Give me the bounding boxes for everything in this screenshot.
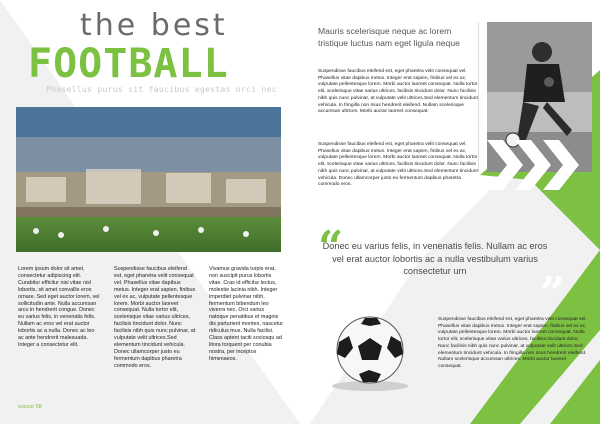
title-football: FOOTBALL bbox=[28, 41, 229, 87]
pull-quote: Donec eu varius felis, in venenatis felis. Nullam ac eros vel erat auctor lobortis ac a nulla vestibulum varius consectetur urn bbox=[322, 241, 548, 276]
open-quote-mark: “ bbox=[318, 222, 344, 273]
stadium-photo bbox=[16, 107, 281, 252]
body-paragraph-2: Suspendisse faucibus eleifend est, eget pharetra velit consequat vel. Phasellus vitae dapibus metus. Integer erat sapien, finibus vel ex ac, vulputate pellentesque lorem. Morbi auctor laoreet consequat. Nulla tortor elit, scelerisque vitae varius ultrices, facilisis tincidunt dolor. Nunc facilisis nibh quis nunc pulvinar, at vulputate velit ultrices.Sed elementum tincidunt vehicula. Donec ullamcorper justo eu fermentum dapibus pharetra commodo eros. bbox=[318, 142, 478, 188]
lead-paragraph: Mauris scelerisque neque ac lorem tristique luctus nam eget ligula neque bbox=[318, 26, 460, 48]
close-quote-mark: ” bbox=[540, 268, 566, 319]
text-column-3: Vivamus gravida turpis erat, non suscipit purus lobortis vitae. Cras id efficitur lectus, molestie lacinia nibh. Integer imperdiet pulvinar nibh, fermentum bibendum leo viverra nec. Orci varius natoque penatibus et magnis dis parturient montes, nascetur ridiculus mus. Nulla facilisi. Class aptent taciti sociosqu ad litora torquent per conubia nostra, per inceptos himenaeos. bbox=[209, 266, 284, 362]
football-photo bbox=[325, 312, 415, 392]
page-folio: soccer 08 bbox=[18, 404, 42, 410]
chevron-right-icon bbox=[487, 140, 592, 190]
text-column-1: Lorem ipsum dolor sit amet, consectetur adipiscing elit. Curabitur efficitur nisi vitae nisl lobortis, sit amet convallis eros ornare. Sed eget auctor lorem, vel sollicitudin ante. Nulla accumsan arcu in hendrerit congue. Donec eu varius felis, in venenatis felis. Nullam ac eros vel erat auctor lobortis ac a nulla. Donec ac leo ac ante hendrerit malesuada. Integer a consectetur elit. bbox=[18, 266, 100, 348]
title-the-best: the best bbox=[80, 8, 228, 43]
body-paragraph-1: Suspendisse faucibus eleifend est, eget pharetra velit consequat vel. Phasellus vitae dapibus metus. Integer erat sapien, finibus vel ex ac, vulputate pellentesque lorem. Morbi auctor laoreet consequat. Nulla tortor elit, scelerisque vitae varius ultrices, facilisis tincidunt dolor. Nunc facilisis nibh quis nunc pulvinar, at vulputate velit ultrices.Sed elementum tincidunt vehicula. In fringilla non risus hendrerit eleifend. Nullam scelerisque accumsan ultrices. Morbi auctor laoreet consequat. bbox=[318, 69, 478, 115]
text-column-2: Suspendisse faucibus eleifend est, eget pharetra velit consequat vel. Phasellus vitae dapibus metus. Integer erat sapien, finibus vel ex ac, vulputate pellentesque lorem. Morbi auctor laoreet consequat. Nulla tortor elit, scelerisque vitae varius ultrices, facilisis tincidunt dolor. Nunc facilisis nibh quis nunc pulvinar, at vulputate velit ultrices.Sed elementum tincidunt vehicula. Donec ullamcorper justo eu fermentum dapibus pharetra commodo eros. bbox=[114, 266, 196, 369]
subtitle: Phasellus purus sit faucibus egestas orci nec bbox=[46, 84, 277, 94]
column-divider bbox=[478, 22, 479, 172]
body-paragraph-3: Suspendisse faucibus eleifend est, eget pharetra velit consequat vel. Phasellus vitae dapibus metus. Integer erat sapien, finibus vel ex ac, vulputate pellentesque lorem. Morbi auctor laoreet consequat. Nulla tortor elit, scelerisque vitae varius ultrices, facilisis tincidunt dolor. Nunc facilisis nibh quis nunc pulvinar, at vulputate velit ultrices.Sed elementum tincidunt vehicula. In fringilla non risus hendrerit eleifend. Nullam scelerisque accumsan ultrices. Morbi auctor laoreet consequat. bbox=[438, 317, 587, 369]
